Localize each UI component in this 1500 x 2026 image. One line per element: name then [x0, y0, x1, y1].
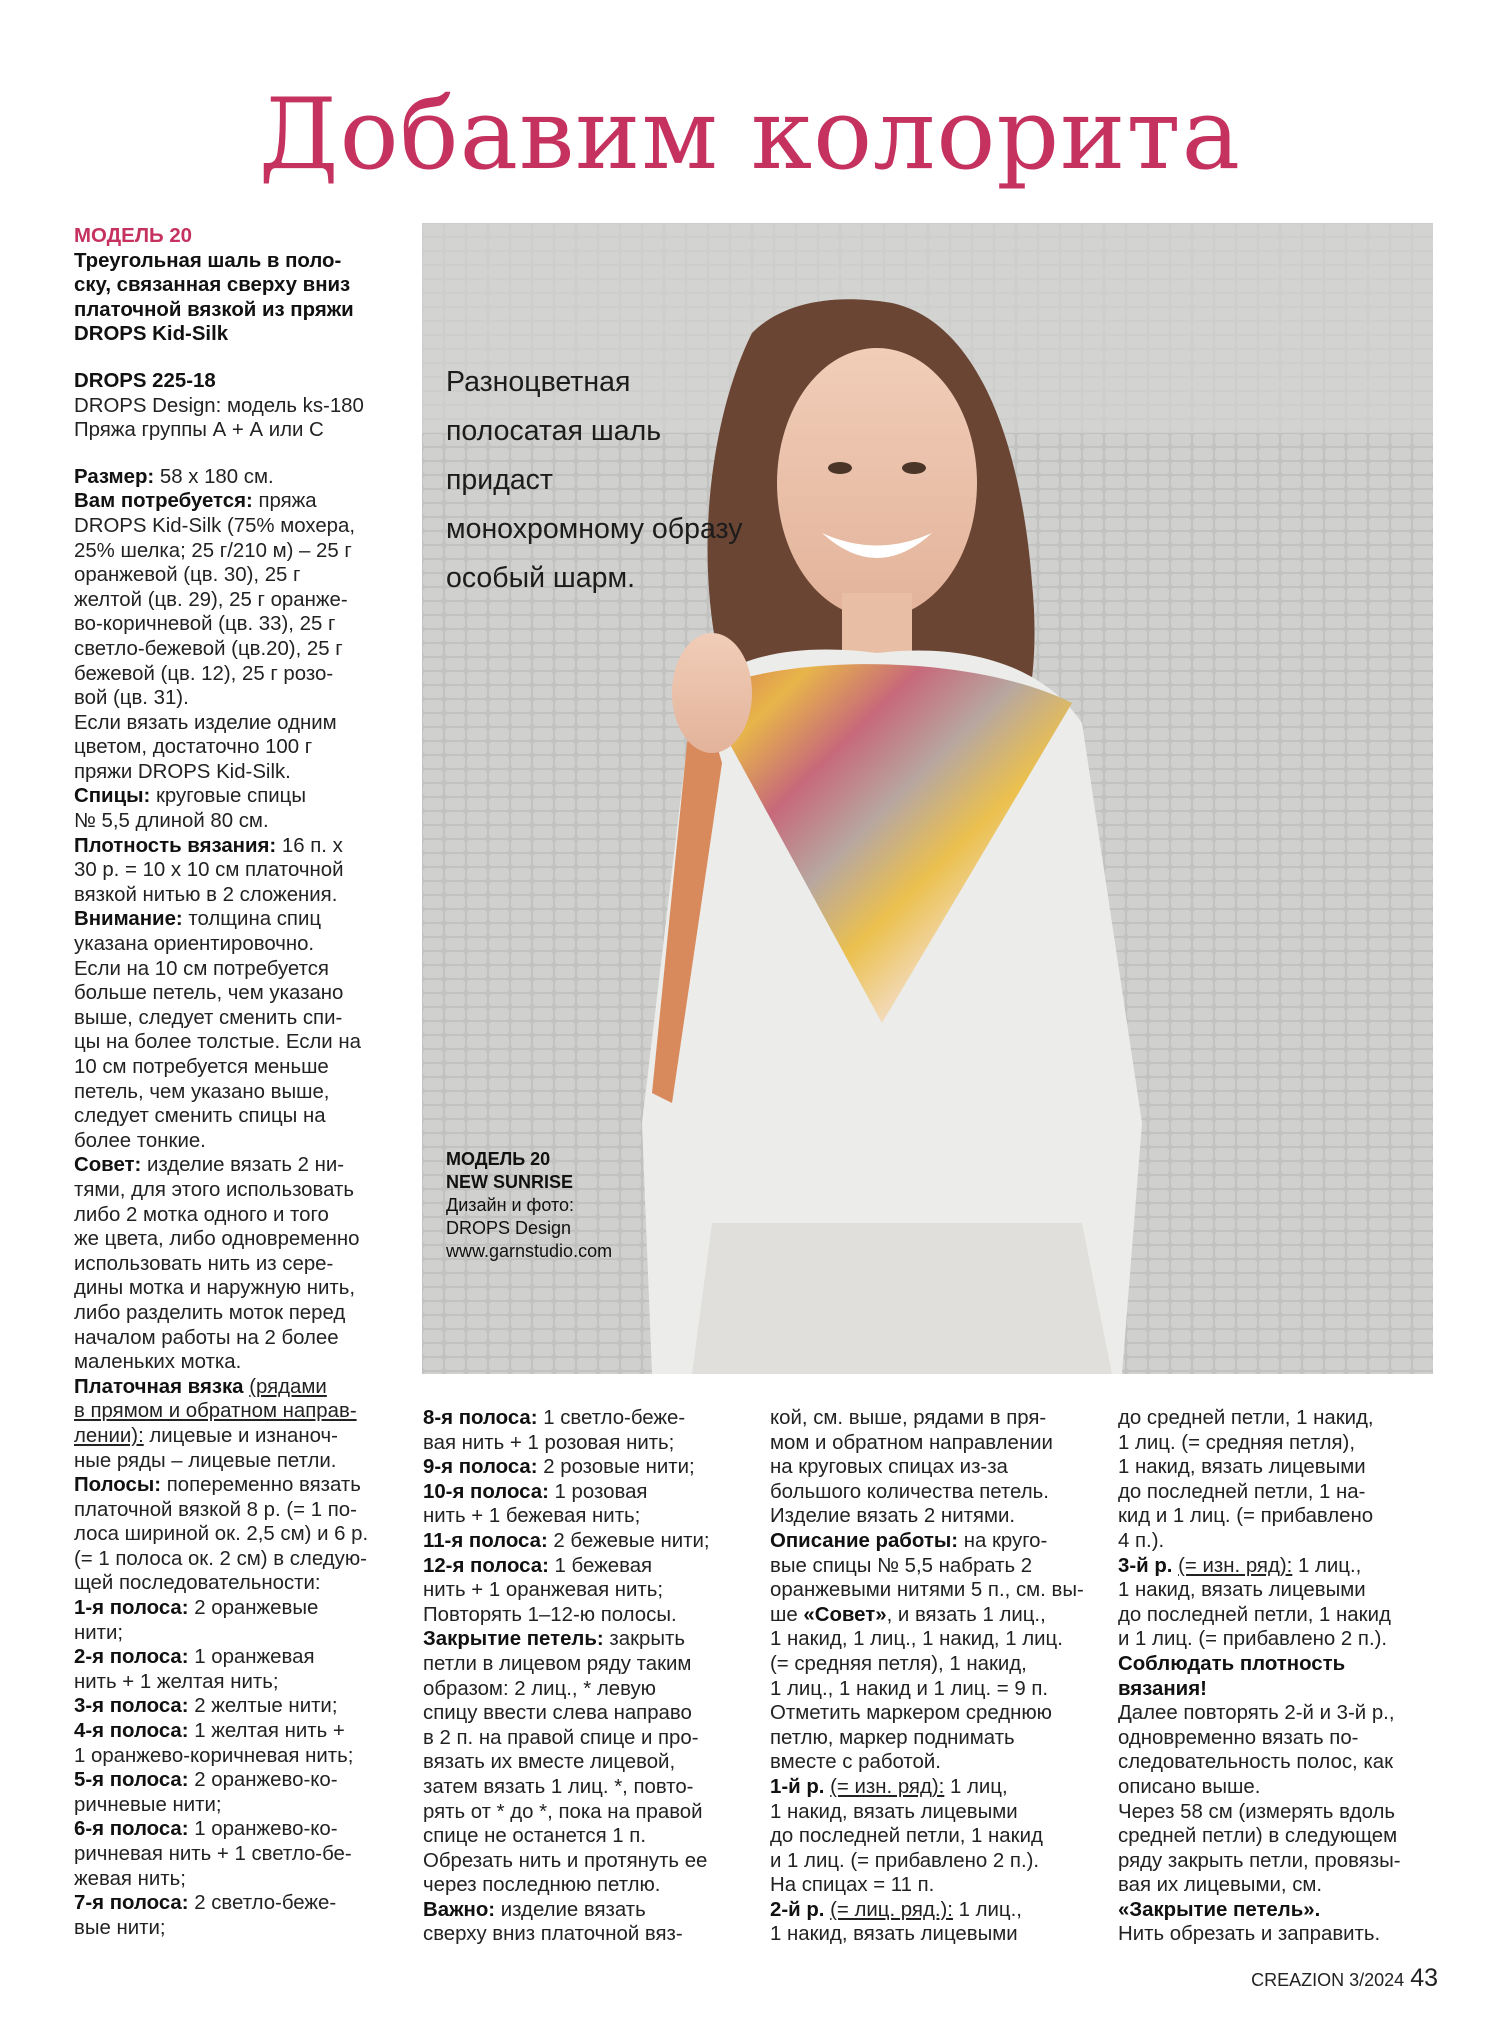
text-line [74, 322, 394, 347]
text-column-4 [1118, 1406, 1448, 1947]
text-line [74, 834, 394, 859]
text-line [74, 224, 394, 249]
underlined-text: (= изн. ряд): [1178, 1554, 1293, 1577]
text-line [1118, 1677, 1448, 1702]
text-line [423, 1406, 743, 1431]
caption-model: МОДЕЛЬ 20 [446, 1149, 551, 1169]
row-label: 1-й р. [770, 1775, 825, 1798]
term-label: Спицы: [74, 785, 151, 808]
page-number: 43 [1410, 1964, 1438, 1992]
underlined-text: (рядами [249, 1375, 327, 1398]
text-line: жевая нить; [74, 1867, 186, 1890]
text-line: Изделие вязать 2 нитями. [770, 1505, 1016, 1528]
text-line: Нить обрезать и заправить. [1118, 1923, 1381, 1946]
underlined-text: лении): [74, 1424, 144, 1447]
text-line [74, 1891, 394, 1916]
term-label: Полосы: [74, 1474, 162, 1497]
text-line: затем вязать 1 лиц. *, повто- [423, 1775, 694, 1798]
text-line: кид и 1 лиц. (= прибавлено [1118, 1505, 1374, 1528]
caption-site: www.garnstudio.com [446, 1241, 613, 1261]
text-line [74, 465, 394, 490]
text-line [74, 1153, 394, 1178]
text-line [74, 1768, 394, 1793]
text-line: щей последовательности: [74, 1572, 321, 1595]
term-label: Описание работы: [770, 1529, 959, 1552]
bold-text: DROPS 225-18 [74, 369, 216, 392]
text-line: выше, следует сменить спи- [74, 1006, 343, 1029]
text-line [770, 1603, 1090, 1628]
text-line: рять от * до *, пока на правой [423, 1800, 703, 1823]
term-label: Размер: [74, 465, 155, 488]
photo-quote: Разноцветная полосатая шаль придаст монохромному образу особый шарм. [446, 366, 743, 594]
bold-text: ску, связанная сверху вниз [74, 274, 351, 297]
text-line: тями, для этого использовать [74, 1178, 354, 1201]
term-label: Вам потребуется: [74, 490, 253, 513]
text-line: вая нить + 1 розовая нить; [423, 1431, 675, 1454]
term-text: пряжа [252, 490, 317, 513]
text-line: через последнюю петлю. [423, 1874, 661, 1897]
term-text: 1 светло-беже- [537, 1407, 686, 1429]
text-line: № 5,5 длиной 80 см. [74, 810, 269, 833]
term-text: толщина спиц [182, 908, 322, 931]
term-text: 1 желтая нить + [188, 1720, 345, 1743]
term-text: попеременно вязать [161, 1474, 361, 1497]
term-text: 2 светло-беже- [188, 1892, 337, 1915]
text-line: Через 58 см (измерять вдоль [1118, 1800, 1395, 1823]
text-line: Отметить маркером среднюю [770, 1702, 1052, 1725]
text-line: указана ориентировочно. [74, 933, 315, 956]
text-line [770, 1775, 1090, 1800]
text-line: 1 накид, вязать лицевыми [1118, 1456, 1366, 1479]
text-line: Повторять 1–12-ю полосы. [423, 1603, 677, 1626]
text-line: дины мотка и наружную нить, [74, 1277, 356, 1300]
term-text: 16 п. х [276, 834, 343, 857]
text-line [74, 784, 394, 809]
term-text: 1 лиц., [952, 1898, 1022, 1921]
text-line: большого количества петель. [770, 1480, 1049, 1503]
row-label: 3-й р. [1118, 1554, 1173, 1577]
text-line: либо 2 мотка одного и того [74, 1203, 329, 1226]
term-label: 5-я полоса: [74, 1769, 189, 1792]
text-line: ричневые нити; [74, 1793, 222, 1816]
text-line: до последней петли, 1 на- [1118, 1480, 1366, 1503]
text-line: на круговых спицах из-за [770, 1456, 1008, 1479]
text-line: желтой (цв. 29), 25 г оранже- [74, 588, 348, 611]
bold-text: DROPS Kid-Silk [74, 323, 229, 346]
caption-brand: DROPS Design [446, 1218, 572, 1238]
paragraph-gap [74, 443, 394, 465]
underlined-text: в прямом и обратном направ- [74, 1400, 357, 1423]
text-line: же цвета, либо одновременно [74, 1228, 360, 1251]
term-text: 2 розовые нити; [537, 1456, 695, 1479]
text-line [770, 1529, 1090, 1554]
text-line: вой (цв. 31). [74, 687, 189, 710]
text-line: сверху вниз платочной вяз- [423, 1923, 683, 1946]
text-line: в 2 п. на правой спице и про- [423, 1726, 699, 1749]
text-line: нить + 1 желтая нить; [74, 1670, 279, 1693]
text-line [74, 489, 394, 514]
text-line [1118, 1652, 1448, 1677]
text-column-1 [74, 224, 394, 1940]
text-line: во-коричневой (цв. 33), 25 г [74, 613, 336, 636]
text-line: цы на более толстые. Если на [74, 1031, 361, 1054]
text-line: Если вязать изделие одним [74, 711, 337, 734]
term-text: 58 х 180 см. [154, 465, 274, 488]
term-text: 1 бежевая [548, 1554, 653, 1577]
text-line: маленьких мотка. [74, 1351, 242, 1374]
text-line: 1 накид, вязать лицевыми [770, 1923, 1018, 1946]
term-text: 1 лиц., [1292, 1554, 1362, 1577]
text-line: 1 накид, вязать лицевыми [1118, 1579, 1366, 1602]
text-line: использовать нить из сере- [74, 1252, 334, 1275]
text-line: петель, чем указано выше, [74, 1080, 330, 1103]
term-label: 2-я полоса: [74, 1646, 189, 1669]
text-line: Если на 10 см потребуется [74, 957, 329, 980]
text-line: средней петли) в следующем [1118, 1825, 1398, 1848]
page-footer [1251, 1964, 1438, 1993]
photo-caption [446, 1148, 686, 1263]
text-line: началом работы на 2 более [74, 1326, 339, 1349]
text-line: следует сменить спицы на [74, 1105, 326, 1128]
text-line: ные ряды – лицевые петли. [74, 1449, 337, 1472]
text-line: вая их лицевыми, см. [1118, 1874, 1323, 1897]
text-line: ричневая нить + 1 светло-бе- [74, 1843, 352, 1865]
text-line [74, 1473, 394, 1498]
caption-name: NEW SUNRISE [446, 1172, 574, 1192]
text-line: (= средняя петля), 1 накид, [770, 1652, 1027, 1675]
underlined-text: (= изн. ряд): [830, 1775, 945, 1798]
text-line: оранжевой (цв. 30), 25 г [74, 564, 301, 587]
term-label: 8-я полоса: [423, 1407, 538, 1429]
term-label: Платочная вязка [74, 1375, 244, 1398]
term-label: Важно: [423, 1898, 496, 1921]
text-line: (= 1 полоса ок. 2 см) в следую- [74, 1547, 367, 1570]
text-line [74, 1719, 394, 1744]
text-line: образом: 2 лиц., * левую [423, 1677, 656, 1700]
text-line: 4 п.). [1118, 1529, 1165, 1552]
text-line: 1 накид, вязать лицевыми [770, 1800, 1018, 1823]
term-text: , и вязать 1 лиц., [886, 1603, 1046, 1626]
text-line [423, 1529, 743, 1554]
term-text: 2 желтые нити; [188, 1695, 338, 1718]
text-line [1118, 1554, 1448, 1579]
text-line [74, 1424, 394, 1449]
text-line: до последней петли, 1 накид [1118, 1603, 1391, 1626]
term-label: 3-я полоса: [74, 1695, 189, 1718]
text-line: лоса шириной ок. 2,5 см) и 6 р. [74, 1523, 369, 1546]
term-text: ше [770, 1603, 804, 1626]
text-line [423, 1480, 743, 1505]
text-line: оранжевыми нитями 5 п., см. вы- [770, 1579, 1084, 1602]
text-line: вязать их вместе лицевой, [423, 1751, 676, 1774]
text-line [74, 1375, 394, 1400]
magazine-issue: CREAZION 3/2024 [1251, 1970, 1405, 1990]
term-label: 7-я полоса: [74, 1892, 189, 1915]
bold-text: Треугольная шаль в поло- [74, 249, 342, 272]
text-line: более тонкие. [74, 1129, 206, 1152]
text-line: вые спицы № 5,5 набрать 2 [770, 1554, 1033, 1577]
text-line [423, 1898, 743, 1923]
text-line: 10 см потребуется меньше [74, 1056, 329, 1078]
text-line [423, 1554, 743, 1579]
text-line: бежевой (цв. 12), 25 г розо- [74, 662, 334, 685]
term-text: на круго- [958, 1529, 1048, 1552]
bold-text: вязания! [1118, 1677, 1207, 1700]
text-line: либо разделить моток перед [74, 1301, 346, 1324]
term-label: «Совет» [803, 1603, 887, 1626]
text-line: больше петель, чем указано [74, 982, 344, 1005]
text-line [423, 1627, 743, 1652]
text-line: цветом, достаточно 100 г [74, 736, 313, 759]
text-line [74, 1645, 394, 1670]
term-text: 1 лиц, [944, 1775, 1008, 1798]
term-label: 1-я полоса: [74, 1597, 189, 1620]
text-line [74, 298, 394, 323]
page-title: Добавим колорита [258, 78, 1242, 192]
row-label: 2-й р. [770, 1898, 825, 1921]
text-line: нити; [74, 1621, 124, 1644]
text-line [770, 1898, 1090, 1923]
term-text: изделие вязать [495, 1898, 646, 1921]
text-line: 1 оранжево-коричневая нить; [74, 1744, 354, 1767]
term-text: 2 оранжево-ко- [188, 1769, 338, 1792]
text-line [1118, 1898, 1448, 1923]
text-line: вместе с работой. [770, 1751, 941, 1774]
text-column-3 [770, 1406, 1090, 1947]
term-text: круговые спицы [150, 785, 307, 808]
text-line: до средней петли, 1 накид, [1118, 1407, 1374, 1429]
text-line: следовательность полос, как [1118, 1751, 1393, 1774]
text-line: петлю, маркер поднимать [770, 1726, 1015, 1749]
text-line: платочной вязкой 8 р. (= 1 по- [74, 1498, 357, 1521]
text-line [74, 907, 394, 932]
text-line [74, 369, 394, 394]
text-line: мом и обратном направлении [770, 1431, 1053, 1454]
text-line: 1 лиц., 1 накид и 1 лиц. = 9 п. [770, 1677, 1049, 1700]
text-line: 25% шелка; 25 г/210 м) – 25 г [74, 539, 352, 562]
term-label: 12-я полоса: [423, 1554, 549, 1577]
caption-credit: Дизайн и фото: [446, 1195, 575, 1215]
text-line: светло-бежевой (цв.20), 25 г [74, 637, 343, 660]
term-text: изделие вязать 2 ни- [141, 1154, 345, 1177]
text-line: вые нити; [74, 1916, 166, 1939]
term-label: Закрытие петель: [423, 1628, 604, 1651]
model-label: МОДЕЛЬ 20 [74, 225, 193, 247]
text-line: одновременно вязать по- [1118, 1726, 1359, 1749]
text-column-2 [423, 1406, 743, 1947]
term-text: лицевые и изнаноч- [143, 1424, 338, 1447]
term-label: 10-я полоса: [423, 1480, 549, 1503]
text-line: DROPS Design: модель ks-180 [74, 394, 364, 417]
term-label: 4-я полоса: [74, 1720, 189, 1743]
text-line: и 1 лиц. (= прибавлено 2 п.). [770, 1849, 1040, 1872]
bold-text: Соблюдать плотность [1118, 1652, 1346, 1675]
text-line [74, 273, 394, 298]
text-line: 1 накид, 1 лиц., 1 накид, 1 лиц. [770, 1628, 1063, 1651]
term-label: 6-я полоса: [74, 1818, 189, 1841]
term-text: 1 оранжевая [188, 1646, 315, 1669]
term-text: 2 бежевые нити; [547, 1529, 710, 1552]
bold-text: платочной вязкой из пряжи [74, 298, 354, 321]
term-label: Внимание: [74, 908, 183, 931]
text-line: петли в лицевом ряду таким [423, 1652, 692, 1675]
text-line [74, 1596, 394, 1621]
text-line: Далее повторять 2-й и 3-й р., [1118, 1702, 1395, 1725]
text-line: кой, см. выше, рядами в пря- [770, 1407, 1047, 1429]
text-line [74, 249, 394, 274]
text-line: 30 р. = 10 х 10 см платочной [74, 859, 344, 882]
text-line: ряду закрыть петли, провязы- [1118, 1849, 1401, 1872]
text-line [74, 1399, 394, 1424]
text-line: нить + 1 оранжевая нить; [423, 1579, 664, 1602]
text-line: спицу ввести слева направо [423, 1702, 692, 1725]
term-label: 9-я полоса: [423, 1456, 538, 1479]
text-line: 1 лиц. (= средняя петля), [1118, 1431, 1355, 1454]
term-label: Совет: [74, 1154, 142, 1177]
underlined-text: (= лиц. ряд.): [830, 1898, 953, 1921]
bold-text: «Закрытие петель». [1118, 1898, 1321, 1921]
term-label: 11-я полоса: [423, 1529, 548, 1552]
term-text: 1 оранжево-ко- [188, 1818, 338, 1841]
text-line: пряжи DROPS Kid-Silk. [74, 760, 291, 783]
term-text: закрыть [603, 1628, 685, 1651]
term-label: Плотность вязания: [74, 834, 277, 857]
text-line: Обрезать нить и протянуть ее [423, 1849, 708, 1872]
text-line: На спицах = 11 п. [770, 1874, 935, 1897]
text-line: DROPS Kid-Silk (75% мохера, [74, 514, 356, 537]
text-line: и 1 лиц. (= прибавлено 2 п.). [1118, 1628, 1388, 1651]
text-line: Пряжа группы А + А или С [74, 419, 324, 442]
text-line [74, 1817, 394, 1842]
term-text: 1 розовая [548, 1480, 648, 1503]
paragraph-gap [74, 347, 394, 369]
term-text: 2 оранжевые [188, 1597, 319, 1620]
text-line [423, 1455, 743, 1480]
text-line: вязкой нитью в 2 сложения. [74, 883, 338, 906]
text-line: описано выше. [1118, 1775, 1261, 1798]
text-line: нить + 1 бежевая нить; [423, 1505, 641, 1528]
text-line: спице не останется 1 п. [423, 1825, 646, 1848]
text-line [74, 1694, 394, 1719]
text-line: до последней петли, 1 накид [770, 1825, 1043, 1848]
